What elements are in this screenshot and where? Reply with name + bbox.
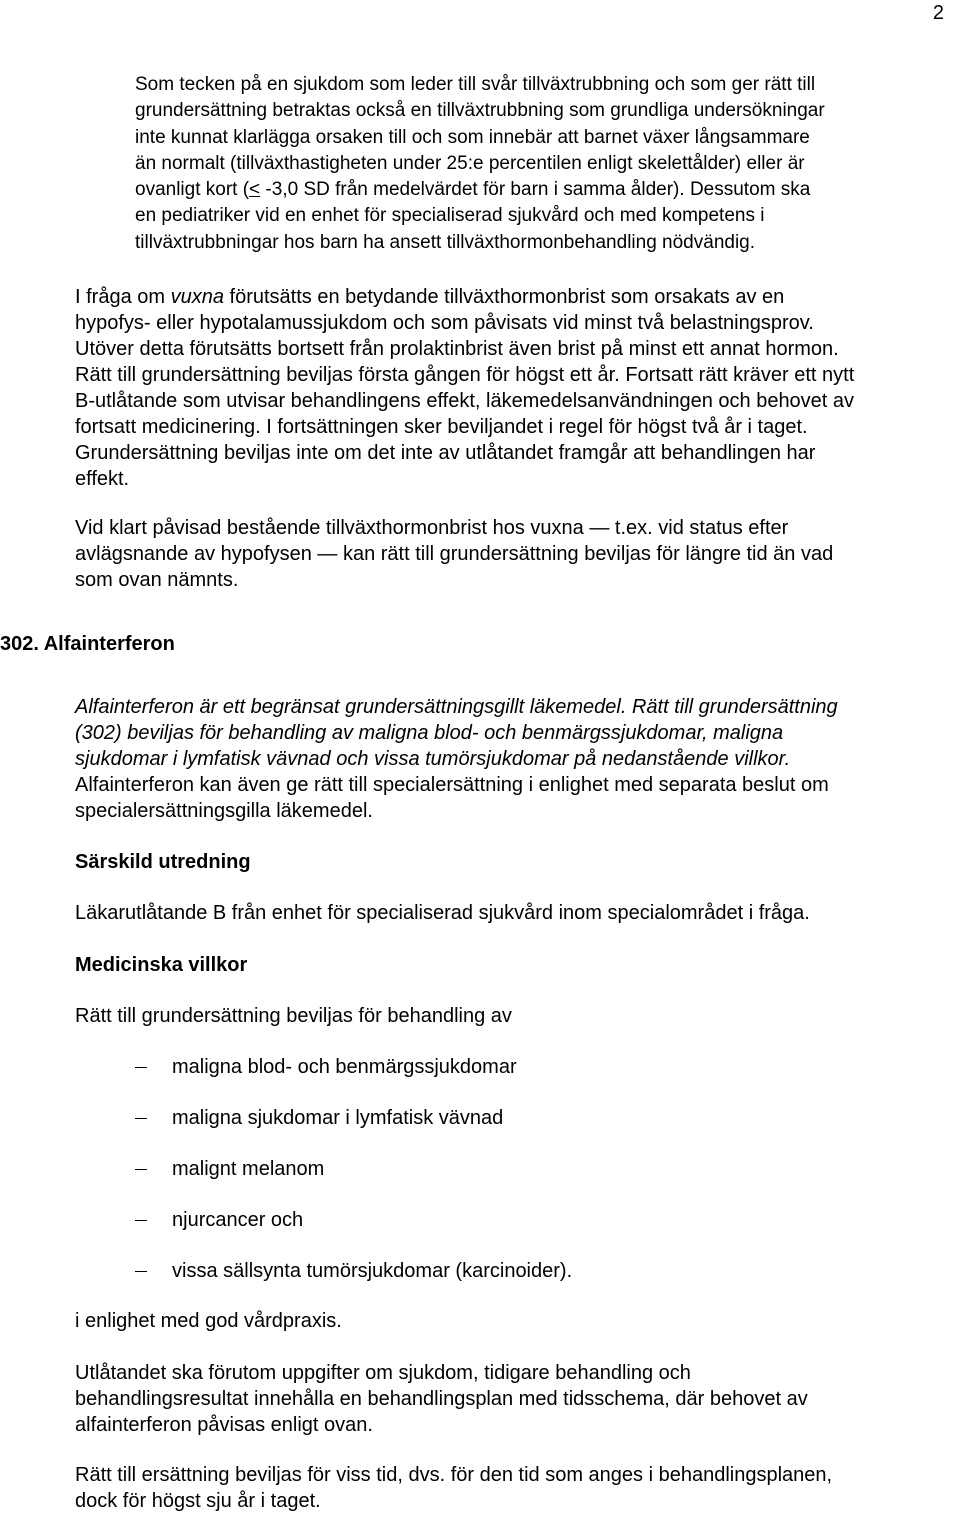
text-run: förutsätts en betydande tillväxthormonbrist som orsakats av en — [223, 286, 785, 308]
dash-bullet — [135, 1169, 147, 1170]
list-item-text: njurcancer och — [172, 1209, 304, 1231]
hypophysis-paragraph — [75, 515, 955, 593]
text-line: avlägsnande av hypofysen — kan rätt till grundersättning beviljas för längre tid än vad — [75, 543, 834, 565]
italic-term: vuxna — [170, 286, 224, 308]
text-line: B-utlåtande som utvisar behandlingens effekt, läkemedelsanvändningen och behovet av — [75, 390, 855, 412]
text-run: I fråga om — [75, 286, 171, 308]
text-line: som ovan nämnts. — [75, 569, 239, 591]
list-item-text: maligna blod- och benmärgssjukdomar — [172, 1056, 517, 1078]
text-run: -3,0 SD från medelvärdet för barn i samma ålder). Dessutom ska — [260, 179, 811, 201]
special-investigation-heading: Särskild utredning — [75, 851, 251, 873]
adults-paragraph — [75, 284, 955, 492]
text-line: behandlingsresultat innehålla en behandlingsplan med tidsschema, där behovet av — [75, 1388, 808, 1410]
dash-bullet — [135, 1271, 147, 1272]
text-run: ovanligt kort ( — [135, 179, 250, 201]
text-line: alfainterferon påvisas enligt ovan. — [75, 1414, 373, 1436]
text-line: Vid klart påvisad bestående tillväxthormonbrist hos vuxna — t.ex. vid status efter — [75, 517, 789, 539]
medical-conditions-tail: i enlighet med god vårdpraxis. — [75, 1310, 342, 1332]
text-line: Grundersättning beviljas inte om det inte av utlåtandet framgår att behandlingen har — [75, 442, 816, 464]
statement-paragraph — [75, 1360, 955, 1438]
text-line — [75, 284, 955, 310]
dash-bullet — [135, 1067, 147, 1068]
text-line — [135, 177, 950, 203]
text-line: Alfainterferon är ett begränsat grundersättningsgillt läkemedel. Rätt till grundersättning — [75, 696, 838, 718]
duration-paragraph — [75, 1462, 955, 1514]
page-number: 2 — [932, 2, 944, 24]
less-than-underlined: < — [249, 179, 261, 201]
text-line: tillväxtrubbningar hos barn ha ansett tillväxthormonbehandling nödvändig. — [135, 231, 756, 253]
text-line: dock för högst sju år i taget. — [75, 1490, 321, 1512]
dash-bullet — [135, 1118, 147, 1119]
text-line: effekt. — [75, 468, 130, 490]
text-line: hypofys- eller hypotalamussjukdom och som påvisats vid minst två belastningsprov. — [75, 312, 814, 334]
medical-conditions-lead: Rätt till grundersättning beviljas för behandling av — [75, 1005, 512, 1027]
text-line: en pediatriker vid en enhet för specialiserad sjukvård och med kompetens i — [135, 205, 765, 227]
section-heading: 302. Alfainterferon — [0, 633, 175, 655]
text-line: Rätt till ersättning beviljas för viss tid, dvs. för den tid som anges i behandlingsplanen, — [75, 1464, 833, 1486]
text-line: Alfainterferon kan även ge rätt till specialersättning i enlighet med separata beslut om — [75, 774, 829, 796]
text-line: än normalt (tillväxthastigheten under 25:e percentilen enligt skelettålder) eller är — [135, 152, 805, 174]
text-line: grundersättning betraktas också en tillväxtrubbning som grundliga undersökningar — [135, 100, 825, 122]
text-line: Utlåtandet ska förutom uppgifter om sjukdom, tidigare behandling och — [75, 1362, 691, 1384]
list-item-text: maligna sjukdomar i lymfatisk vävnad — [172, 1107, 504, 1129]
alfainterferon-paragraph — [75, 694, 955, 824]
intro-paragraph — [135, 72, 950, 256]
text-line: sjukdomar i lymfatisk vävnad och vissa tumörsjukdomar på nedanstående villkor. — [75, 748, 791, 770]
list-item-text: vissa sällsynta tumörsjukdomar (karcinoider). — [172, 1260, 573, 1282]
text-line: specialersättningsgilla läkemedel. — [75, 800, 373, 822]
text-line: (302) beviljas för behandling av maligna blod- och benmärgssjukdomar, maligna — [75, 722, 784, 744]
text-line: fortsatt medicinering. I fortsättningen sker beviljandet i regel för högst två år i taget. — [75, 416, 808, 438]
special-investigation-text: Läkarutlåtande B från enhet för specialiserad sjukvård inom specialområdet i fråga. — [75, 902, 810, 924]
medical-conditions-heading: Medicinska villkor — [75, 954, 248, 976]
dash-bullet — [135, 1220, 147, 1221]
text-line: Utöver detta förutsätts bortsett från prolaktinbrist även brist på minst ett annat hormon. — [75, 338, 839, 360]
text-line: inte kunnat klarlägga orsaken till och som innebär att barnet växer långsammare — [135, 126, 810, 148]
text-line: Rätt till grundersättning beviljas första gången för högst ett år. Fortsatt rätt kräver ett nytt — [75, 364, 855, 386]
list-item-text: malignt melanom — [172, 1158, 325, 1180]
text-line: Som tecken på en sjukdom som leder till svår tillväxtrubbning och som ger rätt till — [135, 74, 816, 95]
